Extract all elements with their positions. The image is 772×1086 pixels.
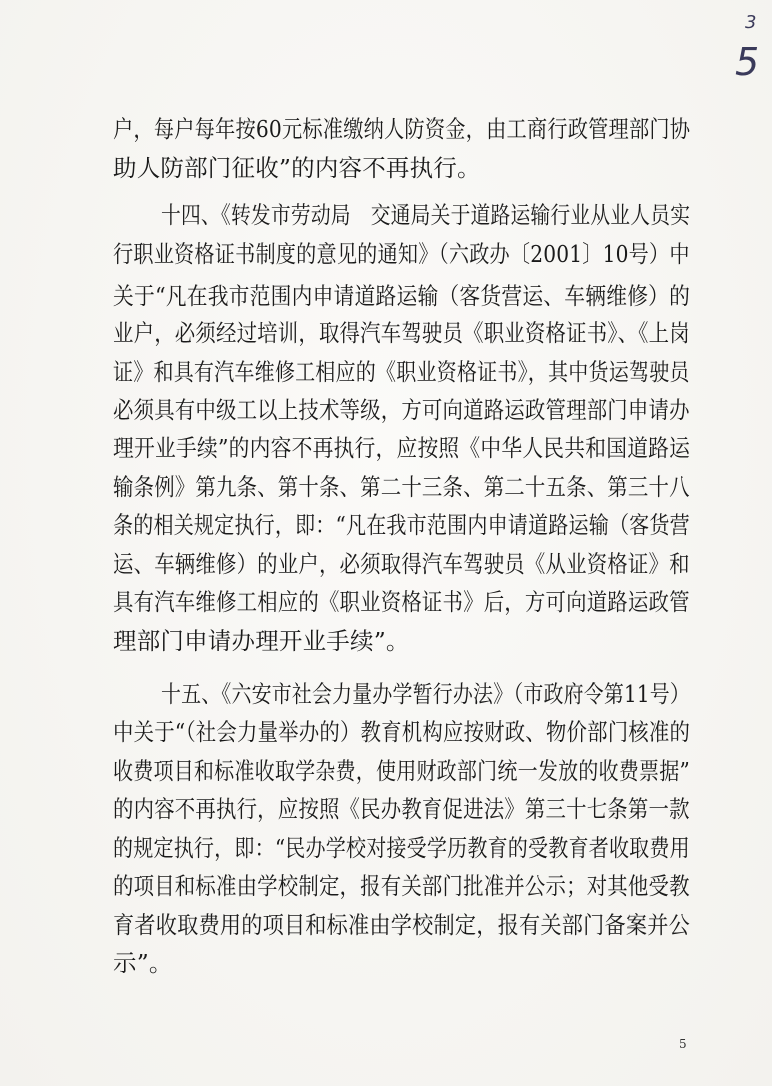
body-line-3: 十四、《转发市劳动局 交通局关于道路运输行业从业人员实	[161, 201, 691, 229]
handwritten-page-mark: 5	[735, 40, 760, 84]
body-line-8: 必须具有中级工以上技术等级，方可向道路运政管理部门申请办	[113, 396, 690, 424]
handwritten-top-mark: 3	[745, 12, 757, 33]
body-line-22: 示”。	[113, 949, 173, 977]
body-line-6: 业户，必须经过培训，取得汽车驾驶员《职业资格证书》、《上岗	[113, 319, 690, 347]
body-line-13: 具有汽车维修工相应的《职业资格证书》后，方可向道路运政管	[113, 588, 690, 616]
page-number: 5	[679, 1037, 687, 1051]
body-line-5: 关于“凡在我市范围内申请道路运输（客货营运、车辆维修）的	[113, 282, 691, 310]
body-line-15: 十五、《六安市社会力量办学暂行办法》（市政府令第11号）	[161, 680, 691, 708]
body-line-12: 运、车辆维修）的业户，必须取得汽车驾驶员《从业资格证》和	[113, 550, 690, 578]
body-line-17: 收费项目和标准收取学杂费，使用财政部门统一发放的收费票据”	[113, 757, 690, 785]
body-line-7: 证》和具有汽车维修工相应的《职业资格证书》，其中货运驾驶员	[113, 358, 690, 386]
body-line-20: 的项目和标准由学校制定，报有关部门批准并公示；对其他受教	[113, 872, 690, 900]
body-line-19: 的规定执行，即：“民办学校对接受学历教育的受教育者收取费用	[113, 834, 690, 862]
body-line-4: 行职业资格证书制度的意见的通知》（六政办〔2001〕10号）中	[113, 240, 690, 268]
body-line-9: 理开业手续”的内容不再执行，应按照《中华人民共和国道路运	[113, 434, 691, 462]
body-line-1: 户，每户每年按60元标准缴纳人防资金，由工商行政管理部门协	[113, 115, 691, 143]
body-line-21: 育者收取费用的项目和标准由学校制定，报有关部门备案并公	[113, 911, 690, 939]
body-line-10: 输条例》第九条、第十条、第二十三条、第二十五条、第三十八	[113, 473, 690, 501]
body-line-14: 理部门申请办理开业手续”。	[113, 627, 410, 655]
body-line-11: 条的相关规定执行，即：“凡在我市范围内申请道路运输（客货营	[113, 511, 690, 539]
body-line-16: 中关于“（社会力量举办的）教育机构应按财政、物价部门核准的	[113, 718, 691, 746]
body-line-2: 助人防部门征收”的内容不再执行。	[113, 154, 481, 182]
body-line-18: 的内容不再执行，应按照《民办教育促进法》第三十七条第一款	[113, 795, 690, 823]
